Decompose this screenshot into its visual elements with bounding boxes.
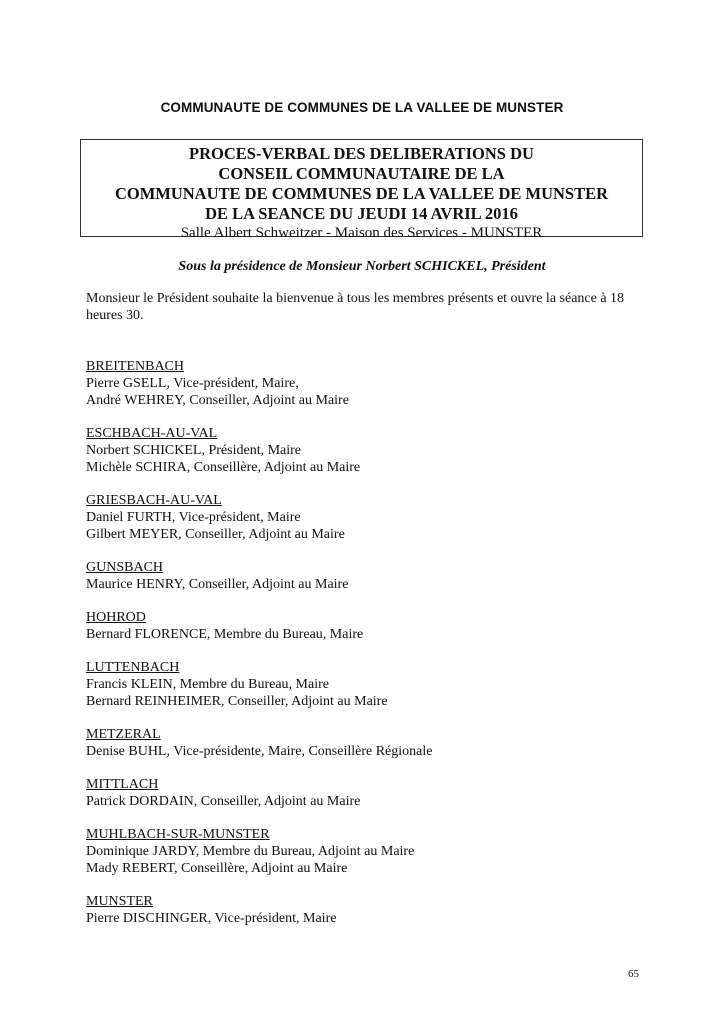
presidency-line: Sous la présidence de Monsieur Norbert SCHICKEL, Président [178,259,546,274]
commune-block [86,358,646,409]
commune-name: HOHROD [86,610,146,625]
commune-block [86,609,646,643]
member-entry: Dominique JARDY, Membre du Bureau, Adjoint au Maire [86,844,415,859]
commune-block [86,492,646,543]
member-entry: Francis KLEIN, Membre du Bureau, Maire [86,677,329,692]
member-entry: André WEHREY, Conseiller, Adjoint au Maire [86,393,349,408]
intro-paragraph: Monsieur le Président souhaite la bienvenue à tous les membres présents et ouvre la séance à 18 heures 30. [86,291,625,323]
attendee-list [86,358,646,943]
commune-name: MUHLBACH-SUR-MUNSTER [86,827,270,842]
member-entry: Norbert SCHICKEL, Président, Maire [86,443,302,458]
title-line-3: COMMUNAUTE DE COMMUNES DE LA VALLEE DE MUNSTER [114,184,609,203]
commune-name: MITTLACH [86,777,159,792]
title-line-4: DE LA SEANCE DU JEUDI 14 AVRIL 2016 [205,204,518,223]
commune-name: BREITENBACH [86,359,184,374]
member-entry: Denise BUHL, Vice-présidente, Maire, Conseillère Régionale [86,744,433,759]
commune-name: ESCHBACH-AU-VAL [86,426,218,441]
member-entry: Mady REBERT, Conseillère, Adjoint au Maire [86,861,348,876]
meeting-location: Salle Albert Schweitzer - Maison des Services - MUNSTER [180,225,543,241]
commune-block [86,726,646,760]
title-line-2: CONSEIL COMMUNAUTAIRE DE LA [218,164,505,183]
member-entry: Pierre DISCHINGER, Vice-président, Maire [86,911,337,926]
commune-name: GRIESBACH-AU-VAL [86,493,222,508]
member-entry: Patrick DORDAIN, Conseiller, Adjoint au Maire [86,794,361,809]
commune-name: METZERAL [86,727,161,742]
member-entry: Pierre GSELL, Vice-président, Maire, [86,376,299,391]
member-entry: Maurice HENRY, Conseiller, Adjoint au Maire [86,577,349,592]
member-entry: Gilbert MEYER, Conseiller, Adjoint au Maire [86,527,345,542]
commune-name: LUTTENBACH [86,660,180,675]
commune-name: MUNSTER [86,894,153,909]
commune-block [86,826,646,877]
title-line-1: PROCES-VERBAL DES DELIBERATIONS DU [189,144,534,163]
commune-name: GUNSBACH [86,560,164,575]
member-entry: Daniel FURTH, Vice-président, Maire [86,510,301,525]
member-entry: Bernard FLORENCE, Membre du Bureau, Maire [86,627,364,642]
organization-title: COMMUNAUTE DE COMMUNES DE LA VALLEE DE MUNSTER [160,100,564,115]
page-number: 65 [628,968,639,980]
commune-block [86,425,646,476]
title-box [80,139,643,241]
commune-block [86,893,646,927]
commune-block [86,659,646,710]
commune-block [86,559,646,593]
member-entry: Bernard REINHEIMER, Conseiller, Adjoint au Maire [86,694,388,709]
member-entry: Michèle SCHIRA, Conseillère, Adjoint au Maire [86,460,361,475]
commune-block [86,776,646,810]
